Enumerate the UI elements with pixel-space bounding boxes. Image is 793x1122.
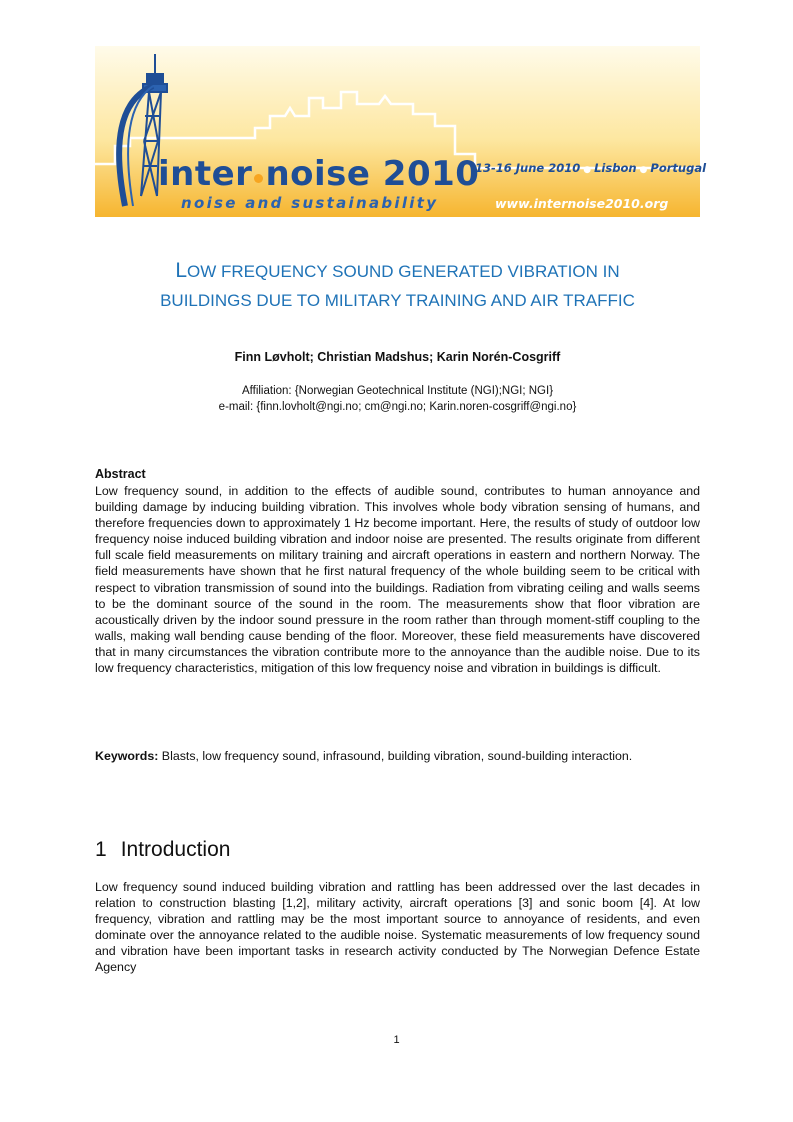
paper-title-line-2: BUILDINGS DUE TO MILITARY TRAINING AND AIR TRAFFIC xyxy=(160,291,635,310)
page-number: 1 xyxy=(393,1034,400,1046)
conference-website: www.internoise2010.org xyxy=(495,196,669,211)
introduction-text: Low frequency sound induced building vibration and rattling has been addressed over the last decades in relation to construction blasting [1,2], military activity, aircraft operations [3] and sonic boom [4]. At low frequency, vibration and rattling may be the most important source to annoyance of residents, and even dominate over the annoyance related to the audible noise. Systematic measurements of low frequency sound and vibration have been important tasks in research activity conducted by The Norwegian Defence Estate Agency xyxy=(95,880,700,975)
conference-tagline: noise and sustainability xyxy=(181,194,439,212)
section-heading-introduction: 1 Introduction xyxy=(95,838,231,861)
email: e-mail: {finn.lovholt@ngi.no; cm@ngi.no; Karin.noren-cosgriff@ngi.no} xyxy=(218,401,577,413)
logo-dot-icon xyxy=(254,174,263,183)
keywords-text: Blasts, low frequency sound, infrasound, building vibration, sound-building interaction. xyxy=(158,749,633,763)
conference-dates: 13-16 June 2010 ● Lisbon ● Portugal xyxy=(475,161,707,175)
authors: Finn Løvholt; Christian Madshus; Karin Norén-Cosgriff xyxy=(234,350,561,364)
abstract-heading: Abstract xyxy=(95,467,146,481)
separator-dot-icon: ● xyxy=(639,165,648,175)
conference-logo: inter noise 2010 xyxy=(158,154,480,194)
keywords-label: Keywords: xyxy=(95,749,159,763)
paper-title-line-1: LOW FREQUENCY SOUND GENERATED VIBRATION IN xyxy=(175,259,620,282)
separator-dot-icon: ● xyxy=(583,165,592,175)
conference-banner xyxy=(95,46,707,217)
abstract-text: Low frequency sound, in addition to the effects of audible sound, contributes to human annoyance and building damage by inducing building vibration. This involves whole body vibration sensing of humans, and therefore frequencies down to approximately 1 Hz become important. Here, the results of study of outdoor low frequency noise induced building vibration and indoor noise are presented. The results originate from different full scale field measurements on military training and aircraft operations in eastern and northern Norway. The field measurements have shown that he first natural frequency of the whole building seem to be critical with respect to vibration transmission of sound into the buildings. Radiation from vibrating ceiling and walls seems to be the dominant source of the sound in the room. The measurements show that floor vibration are acoustically driven by the indoor sound pressure in the room rather than through moment-stiff coupling to the walls, making wall bending cause bending of the floor. Moreover, these field measurements have discovered that in many circumstances the vibration contribute more to the annoyance than the audible noise. Due to its low frequency characteristics, mitigation of this low frequency noise and vibration in buildings is difficult. xyxy=(95,484,700,676)
keywords xyxy=(95,748,700,764)
affiliation: Affiliation: {Norwegian Geotechnical Institute (NGI);NGI; NGI} xyxy=(241,385,554,397)
